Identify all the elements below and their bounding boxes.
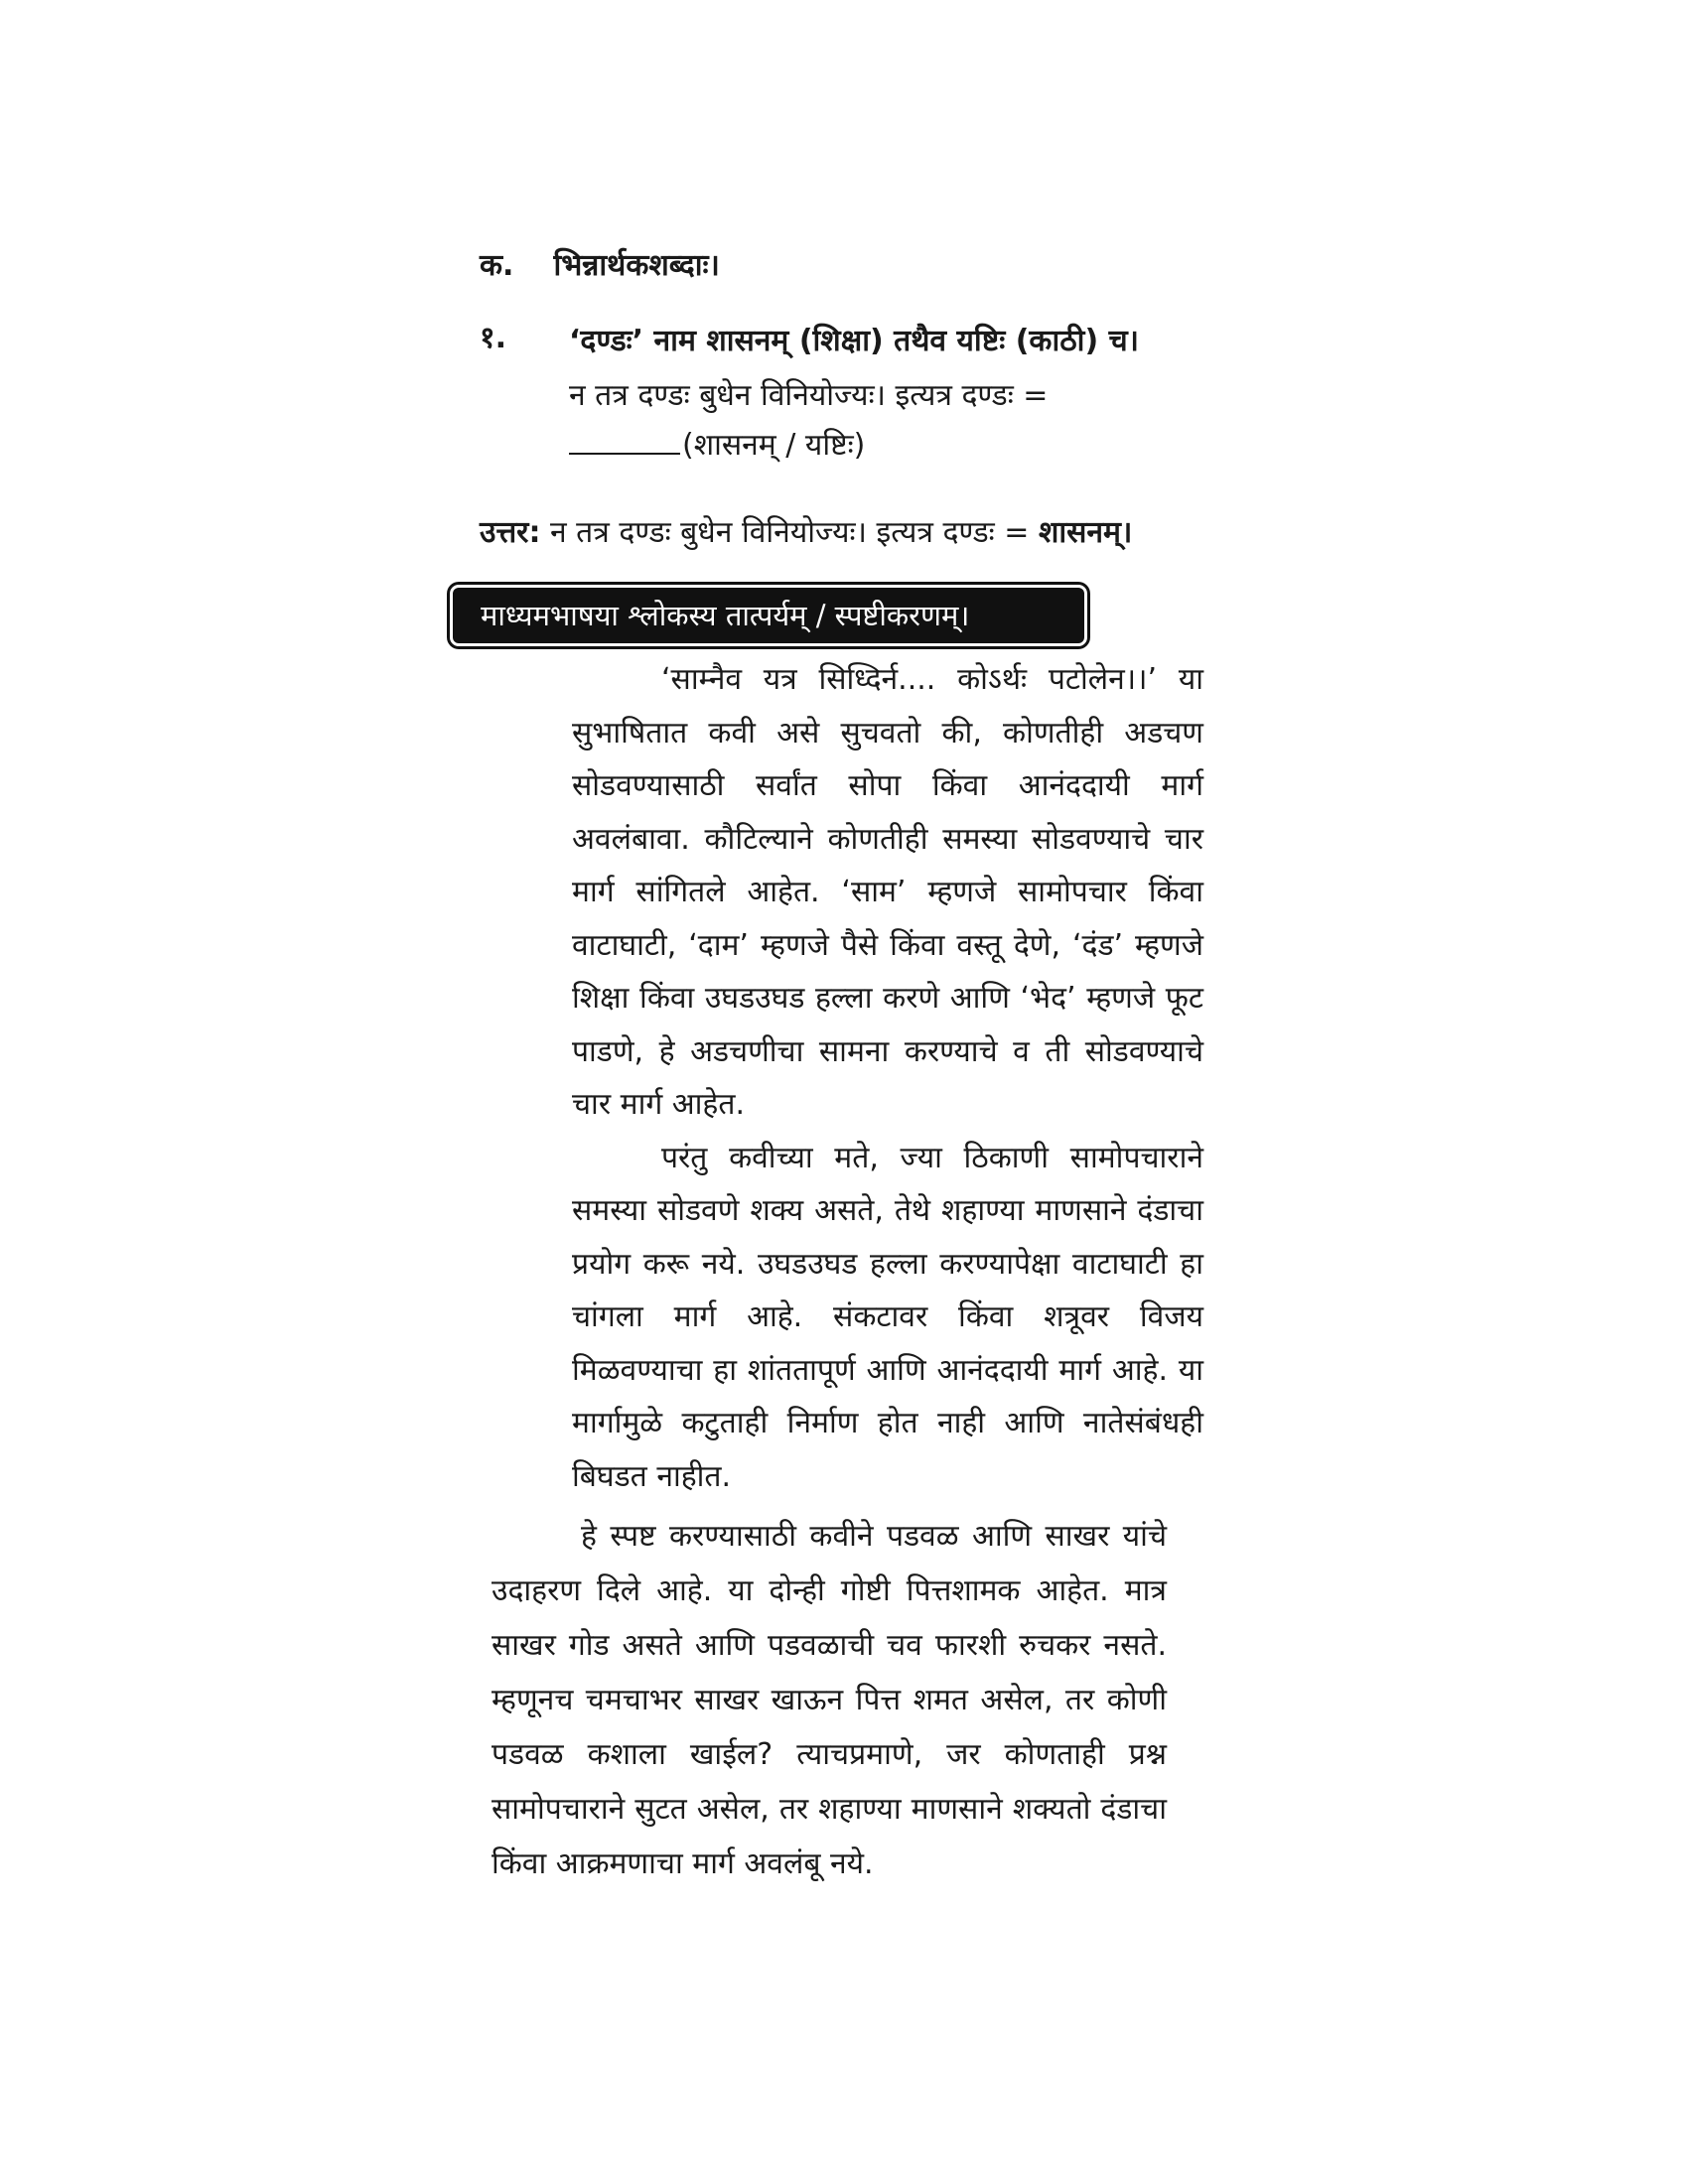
paragraph: ‘साम्नैव यत्र सिध्दिर्न.... कोऽर्थः पटोलेन।।’ या सुभाषितात कवी असे सुचवतो की, कोणतीही अडचण सोडवण्यासाठी सर्वांत सोपा किंवा आनंददायी मार्ग अवलंबावा. कौटिल्याने कोणतीही समस्या सोडवण्याचे चार मार्ग सांगितले आहेत. ‘साम’ म्हणजे सामोपचार किंवा वाटाघाटी, ‘दाम’ म्हणजे पैसे किंवा वस्तू देणे, ‘दंड’ म्हणजे शिक्षा किंवा उघडउघड हल्ला करणे आणि ‘भेद’ म्हणजे फूट पाडणे, हे अडचणीचा सामना करण्याचे व ती सोडवण्याचे चार मार्ग आहेत. bbox=[572, 662, 1203, 1122]
question-number: १. bbox=[480, 321, 506, 355]
answer-text: न तत्र दण्डः बुधेन विनियोज्यः। इत्यत्र दण्डः = bbox=[540, 515, 1039, 550]
section-title: भिन्नार्थकशब्दाः। bbox=[553, 248, 720, 283]
question-sentence bbox=[569, 371, 1195, 471]
explanation-banner: माध्यमभाषया श्लोकस्य तात्पर्यम् / स्पष्टीकरणम्। bbox=[453, 588, 1084, 643]
answer-line bbox=[480, 508, 1132, 558]
example-paragraph-block bbox=[492, 1509, 1167, 1891]
question-sentence-text: न तत्र दण्डः बुधेन विनियोज्यः। इत्यत्र दण्डः = bbox=[569, 378, 1049, 413]
section-heading bbox=[480, 243, 720, 284]
fill-blank bbox=[569, 429, 680, 455]
paragraph: परंतु कवीच्या मते, ज्या ठिकाणी सामोपचाराने समस्या सोडवणे शक्य असते, तेथे शहाण्या माणसाने दंडाचा प्रयोग करू नये. उघडउघड हल्ला करण्यापेक्षा वाटाघाटी हा चांगला मार्ग आहे. संकटावर किंवा शत्रूवर विजय मिळवण्याचा हा शांततापूर्ण आणि आनंददायी मार्ग आहे. या मार्गामुळे कटुताही निर्माण होत नाही आणि नातेसंबंधही बिघडत नाहीत. bbox=[572, 1140, 1203, 1494]
explanation-paragraphs bbox=[572, 653, 1203, 1503]
question-title: ‘दण्डः’ नाम शासनम् (शिक्षा) तथैव यष्टिः (काठी) च। bbox=[569, 324, 1140, 358]
question-item bbox=[480, 316, 1195, 471]
answer-value: शासनम्। bbox=[1038, 515, 1133, 550]
question-options: (शासनम् / यष्टिः) bbox=[682, 428, 866, 463]
answer-label: उत्तर: bbox=[480, 515, 541, 550]
question-body bbox=[569, 316, 1195, 471]
paragraph: हे स्पष्ट करण्यासाठी कवीने पडवळ आणि साखर यांचे उदाहरण दिले आहे. या दोन्ही गोष्टी पित्तशामक आहेत. मात्र साखर गोड असते आणि पडवळाची चव फारशी रुचकर नसते. म्हणूनच चमचाभर साखर खाऊन पित्त शमत असेल, तर कोणी पडवळ कशाला खाईल? त्याचप्रमाणे, जर कोणताही प्रश्न सामोपचाराने सुटत असेल, तर शहाण्या माणसाने शक्यतो दंडाचा किंवा आक्रमणाचा मार्ग अवलंबू नये. bbox=[492, 1519, 1167, 1881]
section-marker: क. bbox=[480, 248, 514, 283]
